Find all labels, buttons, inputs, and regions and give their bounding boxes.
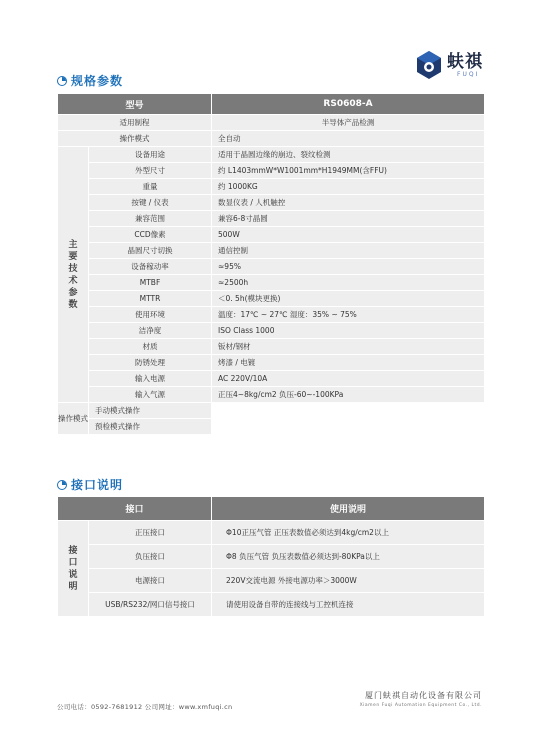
- row-value: 正压4~8kg/cm2 负压-60~-100KPa: [212, 387, 484, 402]
- spec-section-title: 规格参数: [57, 72, 123, 89]
- row-label: 防锈处理: [89, 355, 211, 370]
- table-row: [58, 593, 484, 616]
- spec-header-model: 型号: [58, 94, 211, 114]
- row-label: 电源接口: [89, 569, 211, 592]
- row-value: 500W: [212, 227, 484, 242]
- interface-group-label: 接 口 说 明: [58, 521, 88, 616]
- footer-company-cn: 厦门蚨祺自动化设备有限公司: [365, 691, 482, 700]
- op-mode-precheck: 预检模式操作: [89, 418, 211, 434]
- row-label: 材质: [89, 339, 211, 354]
- table-row: [58, 545, 484, 568]
- row-value: 兼容6-8寸晶圆: [212, 211, 484, 226]
- row-label: USB/RS232/网口信号接口: [89, 593, 211, 616]
- table-row: [58, 179, 484, 194]
- row-value: Φ8 负压气管 负压表数值必须达到-80KPa以上: [212, 545, 484, 568]
- row-label: 正压接口: [89, 521, 211, 544]
- spec-header-model-value: RS0608-A: [212, 94, 484, 114]
- row-value: ＜0. 5h(模块更换): [212, 291, 484, 306]
- row-value: ISO Class 1000: [212, 323, 484, 338]
- row-label: 适用制程: [58, 115, 211, 130]
- table-row: [58, 371, 484, 386]
- row-label: 使用环境: [89, 307, 211, 322]
- logo-name-cn: 蚨祺: [447, 51, 483, 72]
- table-row: [58, 243, 484, 258]
- row-value: 请使用设备自带的连接线与工控机连接: [212, 593, 484, 616]
- row-label: MTBF: [89, 275, 211, 290]
- row-label: 晶圆尺寸切换: [89, 243, 211, 258]
- table-row: [58, 115, 484, 130]
- table-row: [58, 521, 484, 544]
- table-row-op-mode: [58, 403, 484, 434]
- row-value: 温度：17℃ ~ 27℃ 湿度：35% ~ 75%: [212, 307, 484, 322]
- footer-company-en: Xiamen Fuqi Automation Equipment Co., Ltd.: [359, 703, 482, 708]
- table-row: [58, 275, 484, 290]
- interface-header-port: 接口: [58, 497, 211, 520]
- table-row: [58, 339, 484, 354]
- row-value: ≈95%: [212, 259, 484, 274]
- row-label: 重量: [89, 179, 211, 194]
- table-row: [58, 569, 484, 592]
- row-label: 输入电源: [89, 371, 211, 386]
- interface-header-row: [58, 497, 484, 520]
- row-label: 操作模式: [58, 403, 88, 434]
- table-row: [58, 163, 484, 178]
- row-label: 兼容范围: [89, 211, 211, 226]
- spec-header-row: [58, 94, 484, 114]
- table-row: [58, 211, 484, 226]
- section-pie-icon: [57, 480, 67, 490]
- row-value: 数显仪表 / 人机触控: [212, 195, 484, 210]
- row-label: 设备稼动率: [89, 259, 211, 274]
- interface-header-usage: 使用说明: [212, 497, 484, 520]
- row-value: 约 L1403mmW*W1001mm*H1949MM(含FFU): [212, 163, 484, 178]
- table-row: [58, 307, 484, 322]
- row-value: 全自动: [212, 131, 484, 146]
- row-value: AC 220V/10A: [212, 371, 484, 386]
- row-value: ≈2500h: [212, 275, 484, 290]
- interface-section-title: 接口说明: [57, 476, 123, 493]
- spec-table: [57, 93, 485, 435]
- row-value: 钣材/钢材: [212, 339, 484, 354]
- section-pie-icon: [57, 76, 67, 86]
- row-label: 洁净度: [89, 323, 211, 338]
- row-value: 约 1000KG: [212, 179, 484, 194]
- row-label: 按键 / 仪表: [89, 195, 211, 210]
- row-label: CCD像素: [89, 227, 211, 242]
- footer-contact: 公司电话：0592-7681912 公司网址：www.xmfuqi.cn: [57, 703, 233, 711]
- row-label: MTTR: [89, 291, 211, 306]
- row-value: 适用于晶圆边缘的崩边、裂纹检测: [212, 147, 484, 162]
- footer-company: [360, 690, 482, 708]
- logo-name-en: FUQI: [457, 70, 480, 78]
- row-value: 半导体产品检测: [212, 115, 484, 130]
- row-label: 输入气源: [89, 387, 211, 402]
- table-row: [58, 323, 484, 338]
- row-label: 负压接口: [89, 545, 211, 568]
- row-value: 烤漆 / 电镀: [212, 355, 484, 370]
- table-row: [58, 131, 484, 146]
- table-row: [58, 227, 484, 242]
- row-value: [89, 403, 211, 434]
- spec-group-label: 主 要 技 术 参 数: [58, 147, 88, 402]
- table-row: [58, 259, 484, 274]
- op-mode-manual: 手动模式操作: [95, 406, 140, 415]
- row-value: Φ10正压气管 正压表数值必须达到4kg/cm2以上: [212, 521, 484, 544]
- company-logo: [415, 50, 483, 80]
- table-row: [58, 195, 484, 210]
- row-value: 220V交流电源 外接电源功率＞3000W: [212, 569, 484, 592]
- row-value: 通信控制: [212, 243, 484, 258]
- table-row: [58, 291, 484, 306]
- row-label: 设备用途: [89, 147, 211, 162]
- table-row: [58, 387, 484, 402]
- interface-table: [57, 496, 485, 617]
- logo-mark-icon: [415, 50, 443, 80]
- table-row: [58, 147, 484, 162]
- row-label: 操作模式: [58, 131, 211, 146]
- table-row: [58, 355, 484, 370]
- row-label: 外型尺寸: [89, 163, 211, 178]
